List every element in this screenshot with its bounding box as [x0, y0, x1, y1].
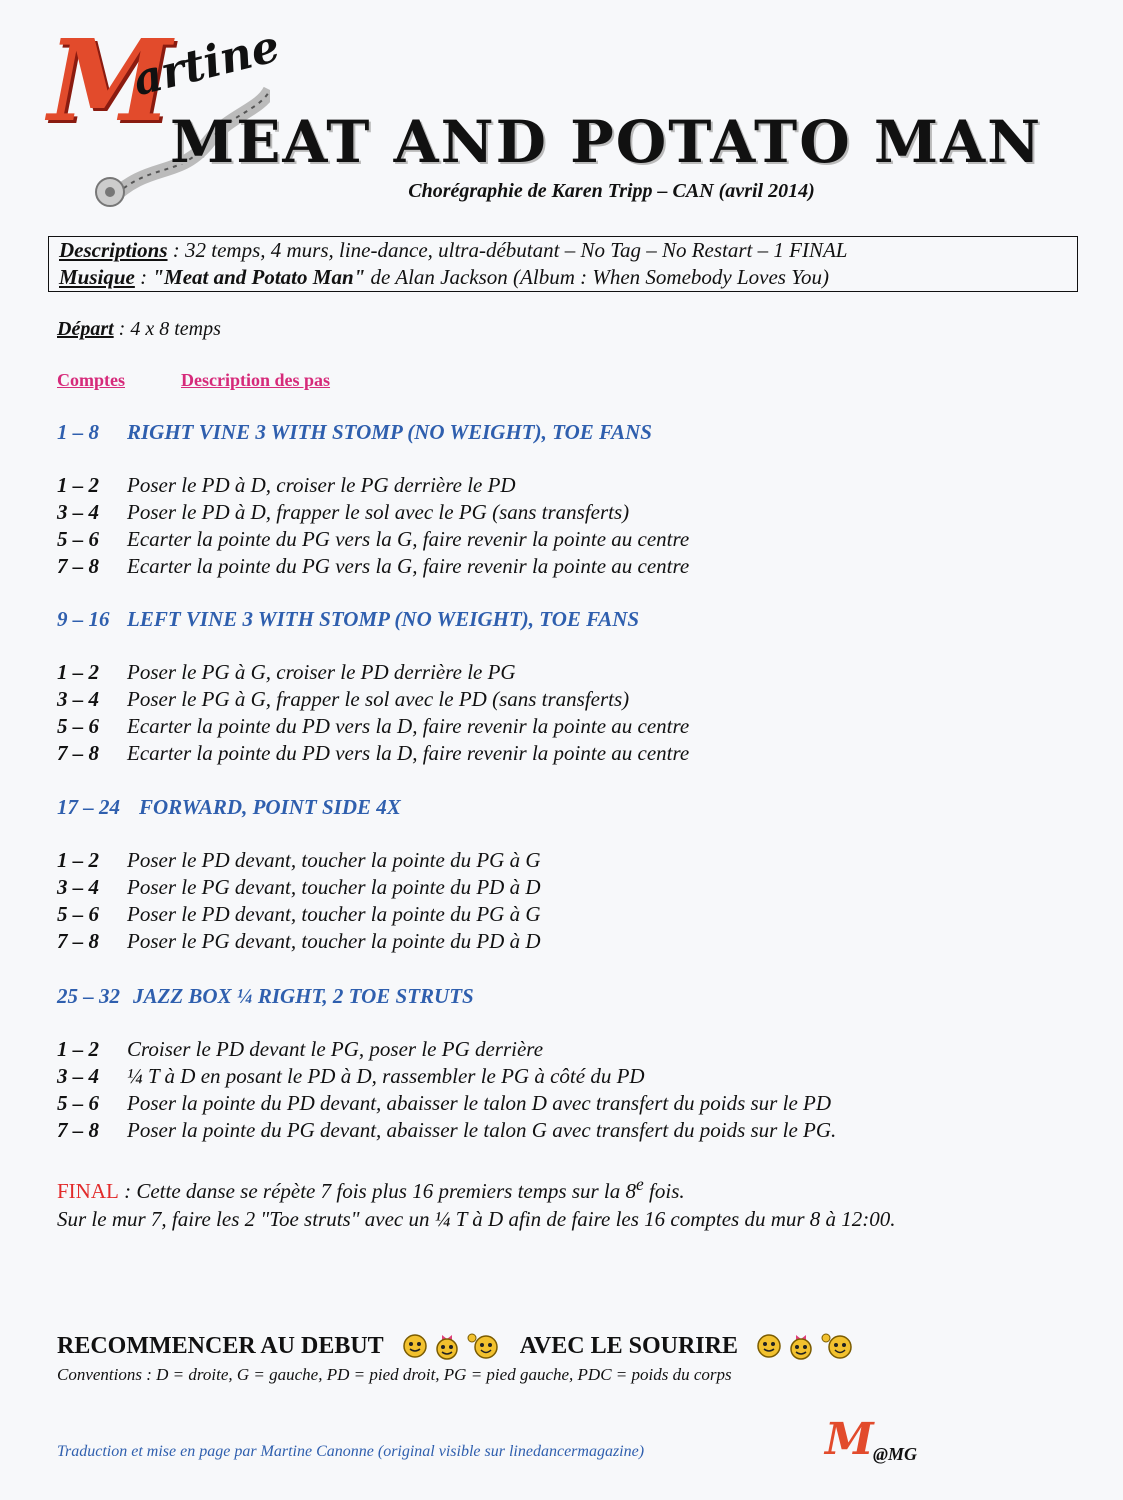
step-count: 7 – 8: [57, 554, 99, 578]
step-text: Poser le PD devant, toucher la pointe du PG à G: [127, 902, 541, 926]
section-name: LEFT VINE 3 WITH STOMP (NO WEIGHT), TOE FANS: [127, 607, 640, 631]
step-row: [57, 901, 541, 928]
step-count: 1 – 2: [57, 848, 99, 872]
smile-text: AVEC LE SOURIRE: [519, 1332, 738, 1359]
step-row: [57, 553, 689, 580]
step-text: Ecarter la pointe du PG vers la G, faire revenir la pointe au centre: [127, 554, 690, 578]
step-text: Poser le PD devant, toucher la pointe du PG à G: [127, 848, 541, 872]
section-counts: 1 – 8: [57, 420, 99, 444]
description-text: : 32 temps, 4 murs, line-dance, ultra-débutant – No Tag – No Restart – 1 FINAL: [167, 238, 848, 262]
description-line: [59, 237, 1067, 264]
choreographer-line: Chorégraphie de Karen Tripp – CAN (avril 2014): [408, 180, 815, 202]
step-row: [57, 928, 541, 955]
smiley-group: [756, 1330, 856, 1362]
description-header: Description des pas: [181, 370, 331, 390]
step-row: [57, 499, 629, 526]
section-title: [57, 420, 652, 445]
step-count: 7 – 8: [57, 929, 99, 953]
music-label: Musique: [59, 265, 135, 289]
step-text: Poser le PG devant, toucher la pointe du PD à D: [127, 875, 541, 899]
section-name: JAZZ BOX ¼ RIGHT, 2 TOE STRUTS: [133, 984, 474, 1008]
step-text: Ecarter la pointe du PG vers la G, faire revenir la pointe au centre: [127, 527, 690, 551]
step-count: 5 – 6: [57, 902, 99, 926]
step-text: Poser le PD à D, croiser le PG derrière le PD: [127, 473, 516, 497]
step-row: [57, 713, 689, 740]
step-row: [57, 874, 541, 901]
final-text: : Cette danse se répète 7 fois plus 16 premiers temps sur la 8: [118, 1179, 637, 1203]
restart-text: RECOMMENCER AU DEBUT: [57, 1332, 384, 1359]
smiley-girl-icon: [788, 1331, 814, 1361]
signature-tag: @MG: [873, 1444, 917, 1464]
music-separator: :: [134, 265, 153, 289]
music-artist: de Alan Jackson (Album : When Somebody Loves You): [365, 265, 829, 289]
step-row: [57, 526, 689, 553]
step-count: 5 – 6: [57, 714, 99, 738]
step-text: Poser le PG à G, frapper le sol avec le PD (sans transferts): [127, 687, 630, 711]
section-counts: 17 – 24: [57, 795, 120, 819]
step-row: [57, 1117, 836, 1144]
column-headers: [57, 370, 330, 391]
smiley-group: [402, 1330, 502, 1362]
step-row: [57, 740, 689, 767]
music-title: "Meat and Potato Man": [152, 265, 366, 289]
final-line-2: Sur le mur 7, faire les 2 "Toe struts" avec un ¼ T à D afin de faire les 16 comptes du mur 8 à 12:00.: [57, 1207, 896, 1231]
step-text: Croiser le PD devant le PG, poser le PG derrière: [127, 1037, 544, 1061]
section-name: RIGHT VINE 3 WITH STOMP (NO WEIGHT), TOE FANS: [127, 420, 652, 444]
step-count: 3 – 4: [57, 1064, 99, 1088]
step-count: 7 – 8: [57, 741, 99, 765]
signature-initial: M: [825, 1414, 874, 1465]
step-text: Poser le PG devant, toucher la pointe du PD à D: [127, 929, 541, 953]
smiley-waving-icon: [820, 1330, 856, 1362]
final-text-end: fois.: [643, 1179, 685, 1203]
step-row: [57, 686, 629, 713]
step-row: [57, 1063, 645, 1090]
section-counts: 25 – 32: [57, 984, 120, 1008]
dance-title: MEAT AND POTATO MAN: [170, 108, 1043, 176]
section-title: [57, 607, 639, 632]
smiley-girl-icon: [434, 1331, 460, 1361]
step-row: [57, 1090, 831, 1117]
section-name: FORWARD, POINT SIDE 4X: [139, 795, 401, 819]
step-count: 3 – 4: [57, 875, 99, 899]
final-line-1: [57, 1170, 896, 1205]
start-line: [57, 318, 221, 341]
step-text: Ecarter la pointe du PD vers la D, faire revenir la pointe au centre: [127, 741, 690, 765]
step-row: [57, 659, 516, 686]
step-text: Poser la pointe du PD devant, abaisser le talon D avec transfert du poids sur le PD: [127, 1091, 832, 1115]
final-note: [57, 1170, 896, 1233]
step-count: 3 – 4: [57, 500, 99, 524]
section-title: [57, 984, 474, 1009]
logo-name: artine: [128, 20, 285, 107]
step-count: 1 – 2: [57, 1037, 99, 1061]
step-count: 7 – 8: [57, 1118, 99, 1142]
music-line: [59, 264, 1067, 291]
step-count: 5 – 6: [57, 1091, 99, 1115]
step-text: ¼ T à D en posant le PD à D, rassembler le PG à côté du PD: [127, 1064, 645, 1088]
step-text: Poser le PD à D, frapper le sol avec le PG (sans transferts): [127, 500, 630, 524]
start-text: : 4 x 8 temps: [113, 318, 221, 340]
start-label: Départ: [57, 318, 114, 340]
section-counts: 9 – 16: [57, 607, 110, 631]
smiley-waving-icon: [466, 1330, 502, 1362]
step-count: 1 – 2: [57, 660, 99, 684]
logo-initial: M: [48, 16, 172, 147]
step-count: 3 – 4: [57, 687, 99, 711]
step-text: Ecarter la pointe du PD vers la D, faire revenir la pointe au centre: [127, 714, 690, 738]
step-count: 1 – 2: [57, 473, 99, 497]
signature-logo: [825, 1414, 917, 1465]
step-row: [57, 1036, 543, 1063]
info-box: [48, 236, 1078, 292]
description-label: Descriptions: [59, 238, 168, 262]
restart-banner: [57, 1330, 874, 1362]
conventions-line: Conventions : D = droite, G = gauche, PD = pied droit, PG = pied gauche, PDC = poids du corps: [57, 1365, 732, 1384]
counts-header: Comptes: [57, 370, 125, 390]
smiley-face-icon: [402, 1333, 428, 1359]
smiley-face-icon: [756, 1333, 782, 1359]
step-row: [57, 472, 516, 499]
step-text: Poser le PG à G, croiser le PD derrière le PG: [127, 660, 516, 684]
translation-credit: Traduction et mise en page par Martine Canonne (original visible sur linedancermagazine): [57, 1443, 645, 1460]
section-title: [57, 795, 401, 820]
final-sup: e: [636, 1174, 644, 1194]
step-count: 5 – 6: [57, 527, 99, 551]
step-text: Poser la pointe du PG devant, abaisser le talon G avec transfert du poids sur le PG.: [127, 1118, 837, 1142]
step-row: [57, 847, 541, 874]
final-label: FINAL: [57, 1179, 119, 1203]
